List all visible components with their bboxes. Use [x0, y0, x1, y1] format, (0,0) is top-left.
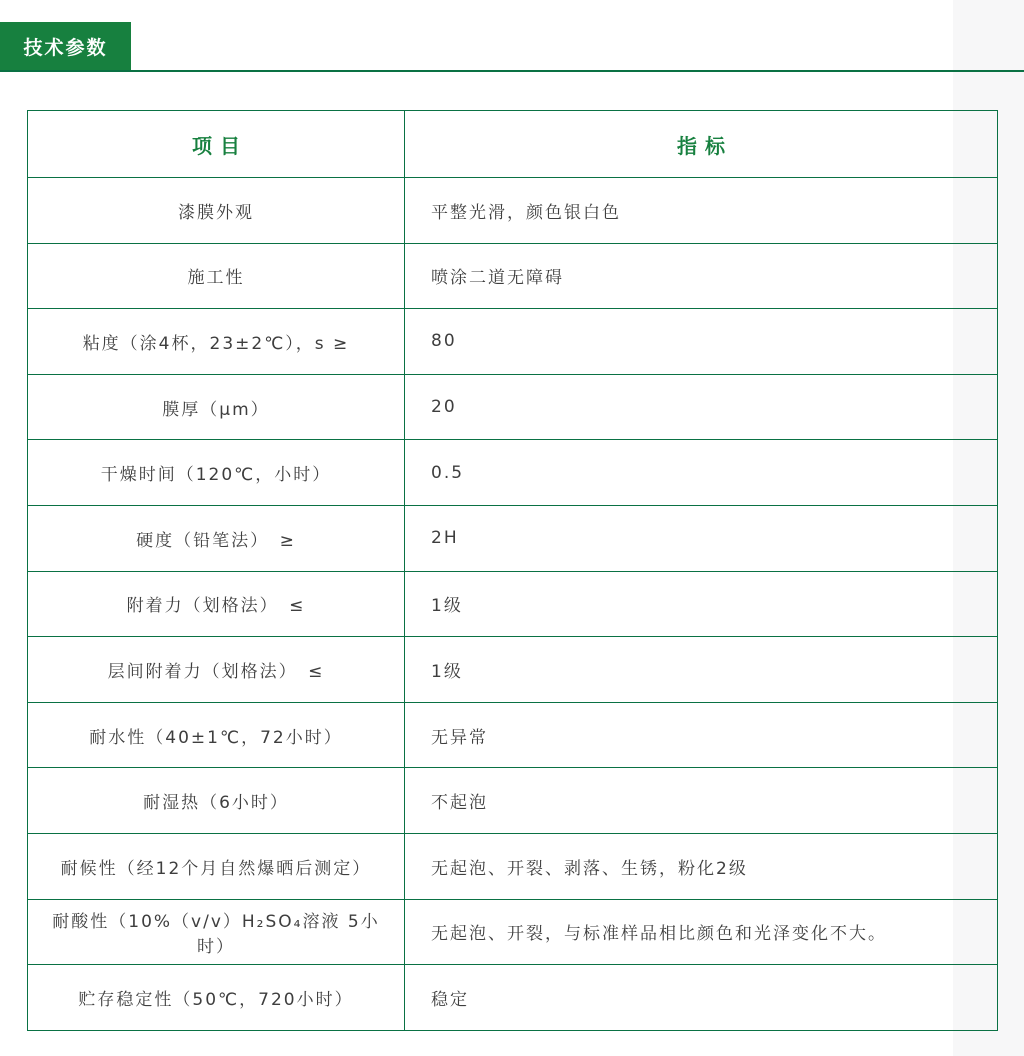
- spec-row: [28, 505, 998, 571]
- spec-item-cell: 附着力（划格法） ≤: [28, 571, 405, 637]
- spec-item-cell: 耐水性（40±1℃，72小时）: [28, 702, 405, 768]
- spec-item-cell: 粘度（涂4杯，23±2℃），s ≥: [28, 309, 405, 375]
- specs-table: [27, 110, 998, 1031]
- spec-item-cell: 耐湿热（6小时）: [28, 768, 405, 834]
- spec-value-cell: 80: [405, 309, 998, 375]
- spec-value-cell: 无异常: [405, 702, 998, 768]
- section-badge: [0, 22, 131, 70]
- spec-value-cell: 无起泡、开裂、剥落、生锈，粉化2级: [405, 833, 998, 899]
- spec-item-cell: 漆膜外观: [28, 178, 405, 244]
- spec-value-cell: 1级: [405, 637, 998, 703]
- spec-item-cell: 干燥时间（120℃，小时）: [28, 440, 405, 506]
- spec-row: [28, 178, 998, 244]
- spec-row: [28, 440, 998, 506]
- spec-value-cell: 不起泡: [405, 768, 998, 834]
- section-divider-rule: [0, 70, 1024, 72]
- spec-item-cell: 膜厚（μm）: [28, 374, 405, 440]
- spec-value-cell: 无起泡、开裂，与标准样品相比颜色和光泽变化不大。: [405, 899, 998, 965]
- section-badge-label: 技术参数: [23, 36, 108, 59]
- spec-row: [28, 702, 998, 768]
- spec-value-cell: 1级: [405, 571, 998, 637]
- col-header-value: 指标: [405, 111, 998, 178]
- spec-item-cell: 施工性: [28, 243, 405, 309]
- spec-item-cell: 层间附着力（划格法） ≤: [28, 637, 405, 703]
- header-row: [28, 111, 998, 178]
- spec-value-cell: 2H: [405, 505, 998, 571]
- spec-row: [28, 243, 998, 309]
- spec-value-cell: 稳定: [405, 965, 998, 1031]
- spec-value-cell: 喷涂二道无障碍: [405, 243, 998, 309]
- spec-row: [28, 833, 998, 899]
- spec-item-cell: 贮存稳定性（50℃，720小时）: [28, 965, 405, 1031]
- spec-item-cell: 耐候性（经12个月自然爆晒后测定）: [28, 833, 405, 899]
- spec-row: [28, 637, 998, 703]
- spec-value-cell: 0.5: [405, 440, 998, 506]
- spec-value-cell: 平整光滑，颜色银白色: [405, 178, 998, 244]
- spec-row: [28, 309, 998, 375]
- spec-row: [28, 374, 998, 440]
- spec-row: [28, 899, 998, 965]
- spec-row: [28, 965, 998, 1031]
- spec-item-cell: 耐酸性（10%（v/v）H₂SO₄溶液 5小时）: [28, 899, 405, 965]
- col-header-item: 项目: [28, 111, 405, 178]
- spec-value-cell: 20: [405, 374, 998, 440]
- spec-item-cell: 硬度（铅笔法） ≥: [28, 505, 405, 571]
- spec-row: [28, 571, 998, 637]
- spec-row: [28, 768, 998, 834]
